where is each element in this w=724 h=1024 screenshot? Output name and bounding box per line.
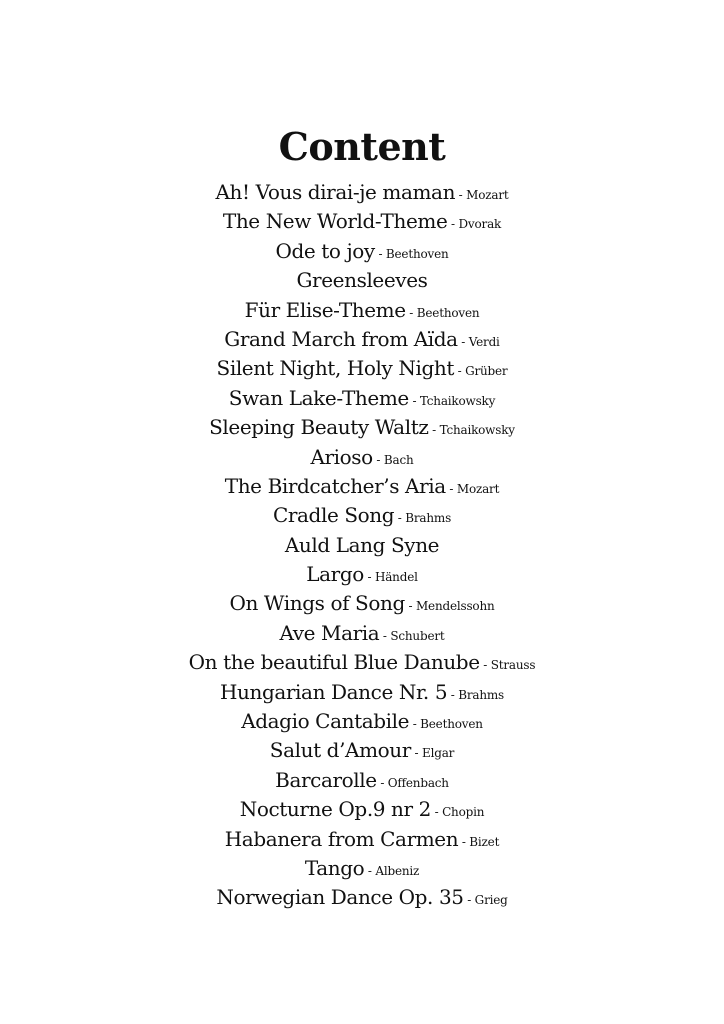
song-title: Für Elise-Theme (244, 297, 406, 322)
composer-name: - Tchaikowsky (428, 423, 515, 438)
song-title: Swan Lake-Theme (228, 385, 409, 410)
composer-name: - Beethoven (374, 246, 449, 261)
composer-name: - Brahms (447, 687, 505, 702)
song-title: Greensleeves (296, 268, 428, 293)
list-item (0, 325, 724, 354)
list-item (0, 266, 724, 295)
table-of-contents (0, 178, 724, 913)
list-item (0, 354, 724, 383)
composer-name: - Mendelssohn (404, 599, 495, 614)
page-title: Content (278, 124, 446, 170)
list-item (0, 736, 724, 765)
list-item (0, 237, 724, 266)
song-title: The New World-Theme (222, 209, 448, 234)
composer-name: - Beethoven (405, 305, 480, 320)
composer-name: - Strauss (479, 658, 536, 673)
list-item (0, 413, 724, 442)
composer-name: - Grieg (463, 893, 508, 908)
composer-name: - Albeniz (364, 863, 420, 878)
list-item (0, 296, 724, 325)
song-title: On the beautiful Blue Danube (188, 650, 480, 675)
list-item (0, 443, 724, 472)
list-item (0, 207, 724, 236)
list-item (0, 560, 724, 589)
song-title: Grand March from Aïda (224, 326, 458, 351)
list-item (0, 678, 724, 707)
song-title: Norwegian Dance Op. 35 (216, 885, 464, 910)
song-title: Ah! Vous dirai-je maman (215, 180, 456, 204)
composer-name: - Chopin (430, 805, 485, 820)
list-item (0, 795, 724, 824)
list-item (0, 384, 724, 413)
list-item (0, 883, 724, 912)
composer-name: - Händel (363, 570, 418, 585)
composer-name: - Bizet (458, 834, 500, 849)
composer-name: - Mozart (455, 188, 509, 202)
song-title: Hungarian Dance Nr. 5 (219, 679, 448, 704)
list-item (0, 766, 724, 795)
list-item (0, 619, 724, 648)
composer-name: - Elgar (410, 746, 455, 761)
composer-name: - Verdi (457, 334, 500, 349)
song-title: Salut d’Amour (269, 738, 411, 763)
composer-name: - Grüber (454, 364, 508, 379)
list-item (0, 707, 724, 736)
composer-name: - Bach (372, 452, 414, 467)
composer-name: - Tchaikowsky (408, 393, 496, 408)
song-title: On Wings of Song (229, 591, 405, 616)
song-title: Habanera from Carmen (224, 826, 459, 851)
song-title: Barcarolle (275, 767, 377, 792)
composer-name: - Brahms (394, 511, 452, 526)
song-title: Largo (306, 562, 364, 587)
composer-name: - Mozart (445, 481, 500, 496)
song-title: Adagio Cantabile (241, 709, 410, 734)
song-title: Nocturne Op.9 nr 2 (239, 797, 431, 822)
composer-name: - Schubert (379, 628, 445, 643)
list-item (0, 648, 724, 677)
composer-name: - Dvorak (447, 217, 502, 232)
list-item (0, 531, 724, 560)
song-title: The Birdcatcher’s Aria (224, 473, 446, 498)
song-title: Cradle Song (272, 503, 395, 528)
list-item (0, 825, 724, 854)
list-item (0, 589, 724, 618)
composer-name: - Beethoven (409, 717, 483, 732)
song-title: Sleeping Beauty Waltz (209, 415, 429, 440)
list-item (0, 501, 724, 530)
composer-name: - Offenbach (376, 775, 449, 790)
song-title: Silent Night, Holy Night (216, 356, 455, 381)
song-title: Auld Lang Syne (284, 532, 440, 557)
list-item (0, 178, 724, 207)
song-title: Arioso (310, 444, 373, 469)
song-title: Ave Maria (279, 620, 380, 645)
song-title: Tango (304, 855, 365, 880)
list-item (0, 854, 724, 883)
list-item (0, 472, 724, 501)
song-title: Ode to joy (275, 238, 375, 263)
